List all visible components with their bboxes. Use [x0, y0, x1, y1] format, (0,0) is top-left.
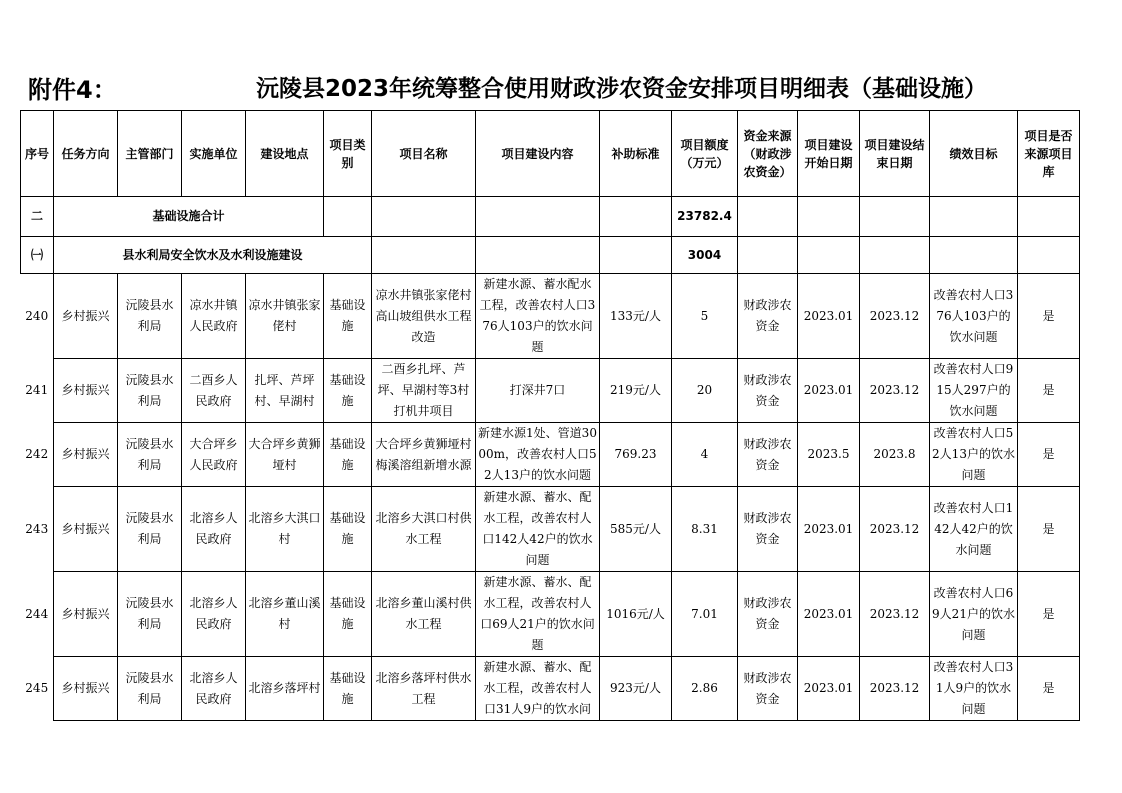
cell-content: 新建水源、蓄水、配水工程，改善农村人口142人42户的饮水问题 [476, 487, 600, 572]
header-cell: 绩效目标 [930, 111, 1018, 197]
cell-end: 2023.8 [860, 423, 930, 487]
cell-name: 北溶乡大淇口村供水工程 [372, 487, 476, 572]
cell-amount: 20 [672, 359, 738, 423]
cell-direction: 乡村振兴 [54, 274, 118, 359]
cell-amount: 5 [672, 274, 738, 359]
cell-standard: 219元/人 [600, 359, 672, 423]
cell-no: 243 [21, 487, 54, 572]
cell-direction: 乡村振兴 [54, 359, 118, 423]
cell-location: 北溶乡董山溪村 [246, 572, 324, 657]
cell-source: 财政涉农资金 [738, 487, 798, 572]
cell-goal: 改善农村人口31人9户的饮水问题 [930, 657, 1018, 721]
table-row [21, 274, 1080, 359]
cell-source: 财政涉农资金 [738, 572, 798, 657]
cell-dept: 沅陵县水利局 [118, 274, 182, 359]
cell-end: 2023.12 [860, 274, 930, 359]
cell-unit: 北溶乡人民政府 [182, 487, 246, 572]
cell-content: 新建水源1处、管道3000m，改善农村人口52人13户的饮水问题 [476, 423, 600, 487]
header-cell: 项目建设内容 [476, 111, 600, 197]
summary-row [21, 197, 1080, 237]
cell-location: 凉水井镇张家佬村 [246, 274, 324, 359]
cell-start: 2023.01 [798, 572, 860, 657]
cell-source: 财政涉农资金 [738, 359, 798, 423]
cell-name: 二酉乡扎坪、芦坪、早湖村等3村打机井项目 [372, 359, 476, 423]
cell-standard: 769.23 [600, 423, 672, 487]
cell-end: 2023.12 [860, 572, 930, 657]
cell-no: 244 [21, 572, 54, 657]
cell-direction: 乡村振兴 [54, 657, 118, 721]
cell-location: 扎坪、芦坪村、早湖村 [246, 359, 324, 423]
cell-unit: 凉水井镇人民政府 [182, 274, 246, 359]
cell-source: 财政涉农资金 [738, 423, 798, 487]
header-cell: 资金来源（财政涉农资金） [738, 111, 798, 197]
cell-goal: 改善农村人口142人42户的饮水问题 [930, 487, 1018, 572]
header-cell: 项目额度（万元） [672, 111, 738, 197]
table-row [21, 572, 1080, 657]
header-cell: 项目名称 [372, 111, 476, 197]
cell-in_library: 是 [1018, 487, 1080, 572]
cell-amount: 4 [672, 423, 738, 487]
cell-content: 新建水源、蓄水、配水工程，改善农村人口69人21户的饮水问题 [476, 572, 600, 657]
cell-start: 2023.01 [798, 359, 860, 423]
header-cell: 项目建设结束日期 [860, 111, 930, 197]
cell-in_library: 是 [1018, 572, 1080, 657]
cell-category: 基础设施 [324, 359, 372, 423]
cell-content: 新建水源、蓄水配水工程，改善农村人口376人103户的饮水问题 [476, 274, 600, 359]
cell-standard: 133元/人 [600, 274, 672, 359]
cell-name: 大合坪乡黄狮垭村梅溪溶组新增水源 [372, 423, 476, 487]
summary-amount: 23782.4 [672, 197, 738, 237]
cell-standard: 1016元/人 [600, 572, 672, 657]
summary-label: 县水利局安全饮水及水利设施建设 [54, 237, 372, 274]
cell-start: 2023.01 [798, 487, 860, 572]
cell-goal: 改善农村人口69人21户的饮水问题 [930, 572, 1018, 657]
cell-dept: 沅陵县水利局 [118, 657, 182, 721]
cell-category: 基础设施 [324, 487, 372, 572]
cell-amount: 2.86 [672, 657, 738, 721]
cell-standard: 923元/人 [600, 657, 672, 721]
cell-no: 241 [21, 359, 54, 423]
cell-location: 大合坪乡黄狮垭村 [246, 423, 324, 487]
cell-end: 2023.12 [860, 487, 930, 572]
cell-end: 2023.12 [860, 657, 930, 721]
summary-no: ㈠ [21, 237, 54, 274]
cell-dept: 沅陵县水利局 [118, 359, 182, 423]
header-cell: 项目建设开始日期 [798, 111, 860, 197]
cell-location: 北溶乡大淇口村 [246, 487, 324, 572]
summary-amount: 3004 [672, 237, 738, 274]
cell-goal: 改善农村人口52人13户的饮水问题 [930, 423, 1018, 487]
table-row [21, 657, 1080, 721]
header-cell: 主管部门 [118, 111, 182, 197]
cell-name: 北溶乡董山溪村供水工程 [372, 572, 476, 657]
cell-direction: 乡村振兴 [54, 572, 118, 657]
table-row [21, 423, 1080, 487]
cell-goal: 改善农村人口915人297户的饮水问题 [930, 359, 1018, 423]
cell-category: 基础设施 [324, 274, 372, 359]
cell-category: 基础设施 [324, 572, 372, 657]
summary-label: 基础设施合计 [54, 197, 324, 237]
cell-name: 北溶乡落坪村供水工程 [372, 657, 476, 721]
header-cell: 实施单位 [182, 111, 246, 197]
cell-in_library: 是 [1018, 657, 1080, 721]
cell-start: 2023.01 [798, 274, 860, 359]
cell-category: 基础设施 [324, 423, 372, 487]
cell-dept: 沅陵县水利局 [118, 572, 182, 657]
header-cell: 建设地点 [246, 111, 324, 197]
cell-unit: 北溶乡人民政府 [182, 572, 246, 657]
header-cell: 序号 [21, 111, 54, 197]
table-row [21, 487, 1080, 572]
cell-amount: 7.01 [672, 572, 738, 657]
header-cell: 项目类别 [324, 111, 372, 197]
table-body [21, 274, 1080, 721]
header-cell: 任务方向 [54, 111, 118, 197]
project-table [20, 110, 1080, 721]
attachment-label: 附件4： [28, 76, 117, 104]
header-cell: 补助标准 [600, 111, 672, 197]
cell-amount: 8.31 [672, 487, 738, 572]
cell-end: 2023.12 [860, 359, 930, 423]
cell-no: 240 [21, 274, 54, 359]
cell-dept: 沅陵县水利局 [118, 487, 182, 572]
cell-direction: 乡村振兴 [54, 487, 118, 572]
summary-row [21, 237, 1080, 274]
cell-category: 基础设施 [324, 657, 372, 721]
cell-standard: 585元/人 [600, 487, 672, 572]
cell-name: 凉水井镇张家佬村高山坡组供水工程改造 [372, 274, 476, 359]
cell-unit: 大合坪乡人民政府 [182, 423, 246, 487]
table-row [21, 359, 1080, 423]
cell-content: 新建水源、蓄水、配水工程，改善农村人口31人9户的饮水问 [476, 657, 600, 721]
cell-goal: 改善农村人口376人103户的饮水问题 [930, 274, 1018, 359]
header-row [21, 111, 1080, 197]
cell-in_library: 是 [1018, 359, 1080, 423]
cell-content: 打深井7口 [476, 359, 600, 423]
page-title: 沅陵县2023年统筹整合使用财政涉农资金安排项目明细表（基础设施） [256, 76, 988, 102]
summary-no: 二 [21, 197, 54, 237]
header-cell: 项目是否来源项目库 [1018, 111, 1080, 197]
cell-dept: 沅陵县水利局 [118, 423, 182, 487]
cell-unit: 北溶乡人民政府 [182, 657, 246, 721]
cell-unit: 二酉乡人民政府 [182, 359, 246, 423]
cell-in_library: 是 [1018, 274, 1080, 359]
cell-source: 财政涉农资金 [738, 274, 798, 359]
cell-no: 245 [21, 657, 54, 721]
cell-no: 242 [21, 423, 54, 487]
cell-direction: 乡村振兴 [54, 423, 118, 487]
cell-start: 2023.01 [798, 657, 860, 721]
cell-in_library: 是 [1018, 423, 1080, 487]
title-row [24, 64, 1104, 104]
cell-location: 北溶乡落坪村 [246, 657, 324, 721]
cell-start: 2023.5 [798, 423, 860, 487]
cell-source: 财政涉农资金 [738, 657, 798, 721]
